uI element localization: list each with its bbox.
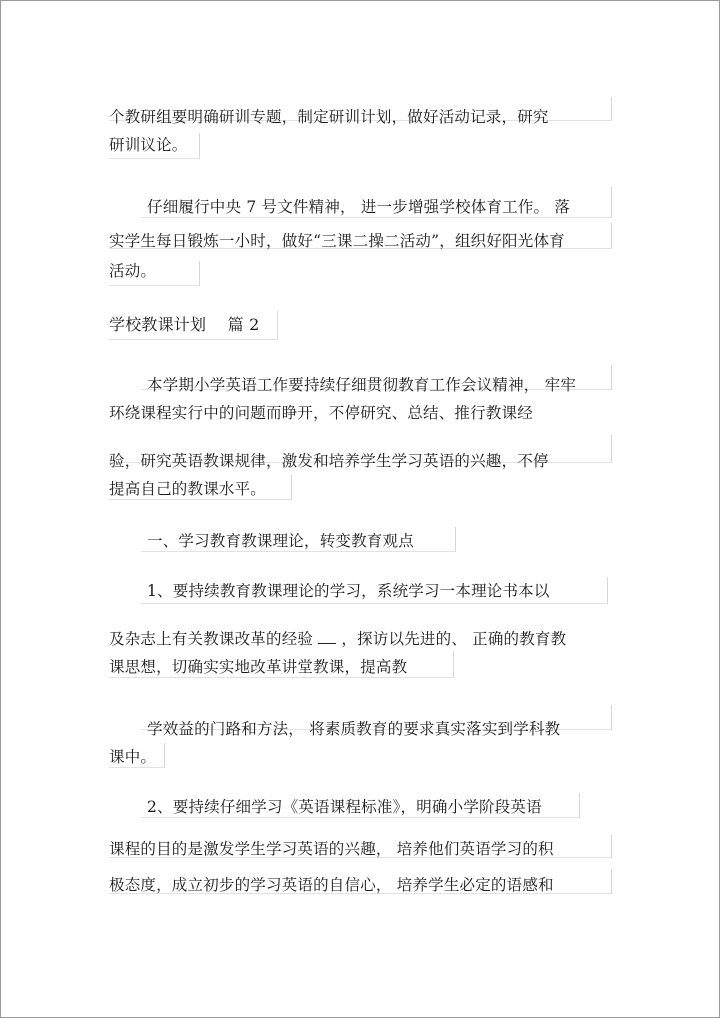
text-line: 研训议论。 [109, 136, 188, 154]
text-line: 仔细履行中央 7 号文件精神， 进一步增强学校体育工作。 落 [147, 198, 571, 216]
section-heading: 学校教课计划 篇 2 [109, 315, 260, 334]
text-segment: 及杂志上有关教课改革的经验 [109, 630, 314, 648]
text-line: 学效益的门路和方法， 将素质教育的要求真实落实到学科教 [147, 720, 561, 738]
text-line: 个教研组要明确研训专题，制定研训计划，做好活动记录，研究 [109, 108, 549, 126]
text-line: 本学期小学英语工作要持续仔细贯彻教育工作会议精神， 牢牢 [147, 376, 577, 394]
text-line: 1、要持续教育教课理论的学习，系统学习一本理论书本以 [147, 582, 550, 600]
text-line: 课中。 [109, 748, 157, 766]
fill-blank [318, 628, 336, 644]
text-line: 2、要持续仔细学习《英语课程标准》，明确小学阶段英语 [147, 798, 542, 816]
text-line: 提高自己的教课水平。 [109, 480, 267, 498]
text-line: 课程的目的是激发学生学习英语的兴趣， 培养他们英语学习的积 [109, 840, 554, 858]
text-line: 极态度，成立初步的学习英语的自信心， 培养学生必定的语感和 [109, 876, 554, 894]
text-line: 活动。 [109, 262, 157, 280]
text-line: 实学生每日锻炼一小时，做好“三课二操二活动”，组织好阳光体育 [109, 232, 565, 250]
text-line: 环绕课程实行中的问题而睁开，不停研究、总结、推行教课经 [109, 404, 533, 422]
text-segment: ，探访以先进的、 正确的教育教 [341, 630, 567, 648]
text-line: 一、学习教育教课理论，转变教育观点 [147, 532, 414, 550]
text-line: 课思想，切确实实地改革讲堂教课，提高教 [109, 658, 408, 676]
text-line: 验，研究英语教课规律，激发和培养学生学习英语的兴趣，不停 [109, 452, 549, 470]
text-line [109, 628, 566, 650]
